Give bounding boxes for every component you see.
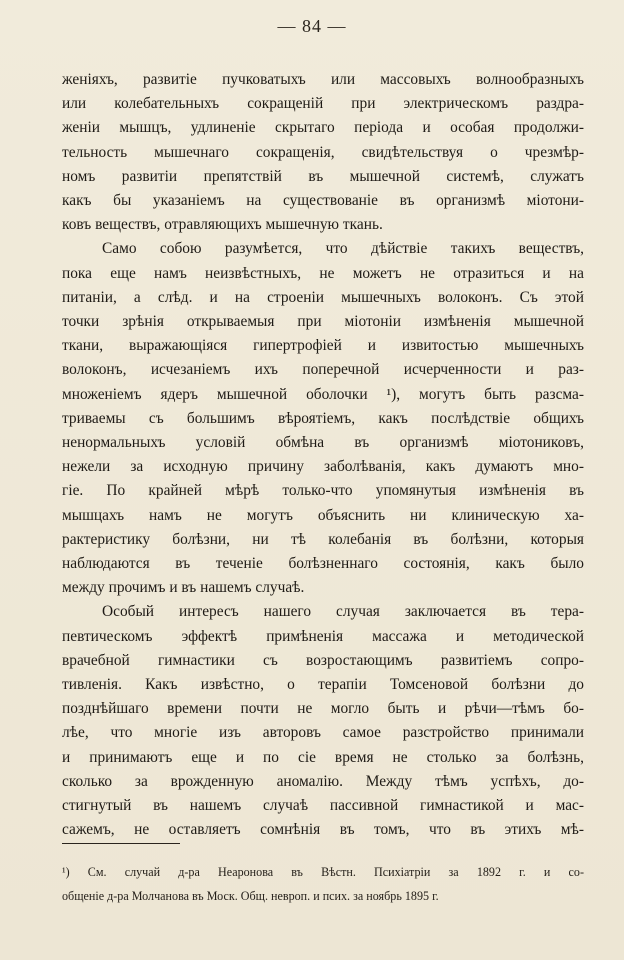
text-line: пока еще намъ неизвѣстныхъ, не можетъ не отразиться и на bbox=[62, 264, 584, 282]
text-line: какъ бы указаніемъ на существованіе въ организмѣ міотони- bbox=[62, 192, 584, 210]
footnote-line: ¹) См. случай д-ра Неаронова въ Вѣстн. Психіатріи за 1892 г. и со- bbox=[62, 865, 584, 879]
text-line: сажемъ, не оставляетъ сомнѣнія въ томъ, что въ этихъ мѣ- bbox=[62, 821, 584, 839]
text-line: ковъ веществъ, отравляющихъ мышечную ткань. bbox=[62, 216, 383, 234]
text-line: между прочимъ и въ нашемъ случаѣ. bbox=[62, 579, 305, 597]
footnotes bbox=[62, 860, 584, 908]
text-line: мышцахъ намъ не могутъ объяснить ни клиническую ха- bbox=[62, 506, 584, 524]
body-text bbox=[62, 68, 584, 843]
text-line: тельность мышечнаго сокращенія, свидѣтельствуя о чрезмѣр- bbox=[62, 143, 584, 161]
text-line: врачебной гимнастики съ возростающимъ развитіемъ сопро- bbox=[62, 651, 584, 669]
text-line: ткани, выражающіяся гипертрофіей и извитостью мышечныхъ bbox=[62, 337, 584, 355]
text-line: множеніемъ ядеръ мышечной оболочки ¹), могутъ быть разсма- bbox=[62, 385, 584, 403]
text-line: тивленія. Какъ извѣстно, о терапіи Томсеновой болѣзни до bbox=[62, 676, 584, 694]
text-line: сколько за врожденную аномалію. Между тѣмъ успѣхъ, до- bbox=[62, 772, 584, 790]
text-line: номъ развитіи препятствій въ мышечной системѣ, служатъ bbox=[62, 167, 584, 185]
text-line: певтическомъ эффектѣ примѣненія массажа и методической bbox=[62, 627, 584, 645]
text-line: гіе. По крайней мѣрѣ только-что упомянутыя измѣненія въ bbox=[62, 482, 584, 500]
footnote-divider bbox=[62, 843, 180, 844]
page-number: — 84 — bbox=[277, 16, 347, 36]
paragraph-3 bbox=[62, 600, 584, 842]
text-line: или колебательныхъ сокращеній при электрическомъ раздра- bbox=[62, 95, 584, 113]
text-line: Особый интересъ нашего случая заключается въ тера- bbox=[102, 603, 584, 621]
text-line: питаніи, а слѣд. и на строеніи мышечныхъ волоконъ. Съ этой bbox=[62, 288, 584, 306]
paragraph-1 bbox=[62, 68, 584, 237]
text-line: лѣе, что многіе изъ авторовъ самое разстройство принимали bbox=[62, 724, 584, 742]
text-line: Само собою разумѣется, что дѣйствіе такихъ веществъ, bbox=[102, 240, 584, 258]
text-line: наблюдаются въ теченіе болѣзненнаго состоянія, какъ было bbox=[62, 555, 584, 573]
text-line: триваемы съ большимъ вѣроятіемъ, какъ послѣдствіе общихъ bbox=[62, 409, 584, 427]
text-line: нежели за исходную причину заболѣванія, какъ думаютъ мно- bbox=[62, 458, 584, 476]
footnote-line: общеніе д-ра Молчанова въ Моск. Общ. невроп. и псих. за ноябрь 1895 г. bbox=[62, 889, 439, 903]
text-line: точки зрѣнія открываемыя при міотоніи измѣненія мышечной bbox=[62, 313, 584, 331]
text-line: женіяхъ, развитіе пучковатыхъ или массовыхъ волнообразныхъ bbox=[62, 71, 584, 88]
text-line: волоконъ, исчезаніемъ ихъ поперечной исчерченности и раз- bbox=[62, 361, 584, 379]
text-line: и принимаютъ еще и по сіе время не столько за болѣзнь, bbox=[62, 748, 584, 766]
paragraph-2 bbox=[62, 237, 584, 600]
text-line: рактеристику болѣзни, ни тѣ колебанія въ болѣзни, которыя bbox=[62, 530, 584, 548]
text-line: ненормальныхъ условій обмѣна въ организмѣ міотониковъ, bbox=[62, 434, 584, 452]
text-line: позднѣйшаго времени почти не могло быть и рѣчи—тѣмъ бо- bbox=[62, 700, 584, 718]
text-line: женіи мышцъ, удлиненіе скрытаго періода и особая продолжи- bbox=[62, 119, 584, 137]
text-line: стигнутый въ нашемъ случаѣ пассивной гимнастикой и мас- bbox=[62, 797, 584, 815]
